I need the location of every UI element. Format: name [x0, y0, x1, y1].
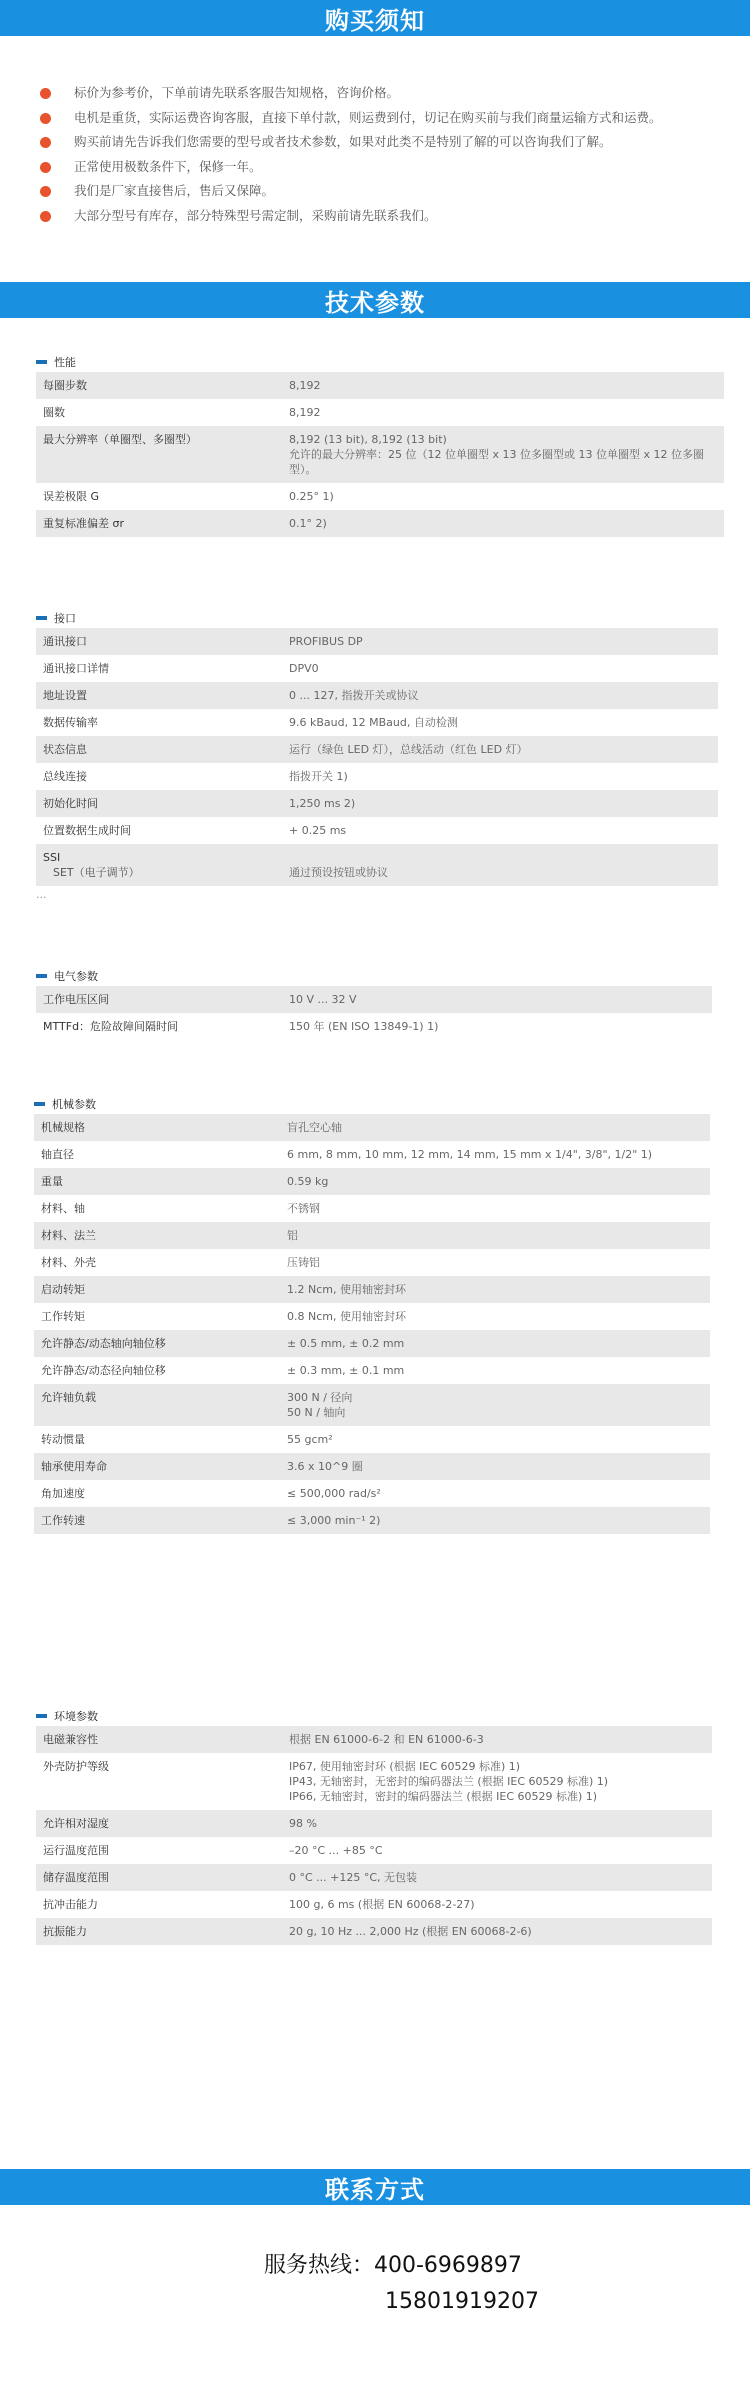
performance-section [36, 352, 724, 537]
notice-text: 大部分型号有库存，部分特殊型号需定制，采购前请先联系我们。 [74, 207, 437, 223]
param-label: 允许静态/动态径向轴位移 [41, 1364, 166, 1377]
param-label: 允许相对湿度 [43, 1817, 109, 1830]
param-name [36, 682, 282, 709]
param-name [36, 1013, 282, 1040]
table-row [36, 986, 712, 1013]
section-marker-icon [36, 616, 47, 620]
param-name [36, 1810, 282, 1837]
mobile-number: 15801919207 [385, 2289, 539, 2314]
param-label: 圈数 [43, 406, 65, 419]
table-row [36, 1864, 712, 1891]
param-value: 10 V ... 32 V [282, 986, 712, 1013]
param-name [36, 1753, 282, 1810]
param-value: 压铸铝 [280, 1249, 710, 1276]
section-title: 接口 [54, 612, 76, 625]
param-label: 轴直径 [41, 1148, 74, 1161]
param-label: 初始化时间 [43, 797, 98, 810]
param-value: 55 gcm² [280, 1426, 710, 1453]
param-value: + 0.25 ms [282, 817, 718, 844]
table-row [34, 1426, 710, 1453]
table-row [36, 763, 718, 790]
table-row [34, 1384, 710, 1426]
electrical-table [36, 986, 712, 1040]
bullet-dot-icon [40, 211, 51, 222]
param-label: 允许静态/动态轴向轴位移 [41, 1337, 166, 1350]
param-value: 0 ... 127, 指拨开关或协议 [282, 682, 718, 709]
param-value: 9.6 kBaud, 12 MBaud, 自动检测 [282, 709, 718, 736]
electrical-section [36, 966, 712, 1040]
param-value: 0.25° 1) [282, 483, 724, 510]
param-value: –20 °C ... +85 °C [282, 1837, 712, 1864]
param-label: 最大分辨率（单圈型、多圈型） [43, 433, 197, 446]
table-row [36, 1837, 712, 1864]
table-row [36, 372, 724, 399]
param-value: 3.6 x 10^9 圈 [280, 1453, 710, 1480]
param-name [34, 1303, 280, 1330]
param-value: 0.8 Ncm, 使用轴密封环 [280, 1303, 710, 1330]
bullet-dot-icon [40, 88, 51, 99]
param-label: 工作转速 [41, 1514, 85, 1527]
bullet-dot-icon [40, 162, 51, 173]
table-row [36, 399, 724, 426]
param-value: ≤ 3,000 min⁻¹ 2) [280, 1507, 710, 1534]
param-value: PROFIBUS DP [282, 628, 718, 655]
param-name [34, 1168, 280, 1195]
interface-ellipsis: ... [36, 888, 47, 901]
param-value: ± 0.5 mm, ± 0.2 mm [280, 1330, 710, 1357]
param-label: 通讯接口 [43, 635, 87, 648]
section-title: 电气参数 [54, 970, 98, 983]
param-label: MTTFd：危险故障间隔时间 [43, 1020, 179, 1033]
section-marker-icon [34, 1102, 45, 1106]
table-row [36, 1891, 712, 1918]
param-value: DPV0 [282, 655, 718, 682]
param-value: 盲孔空心轴 [280, 1114, 710, 1141]
param-label: 角加速度 [41, 1487, 85, 1500]
notice-item [36, 156, 736, 181]
param-name [36, 1864, 282, 1891]
param-name [34, 1357, 280, 1384]
notice-list [36, 82, 736, 229]
param-name [36, 844, 282, 886]
param-value: 20 g, 10 Hz ... 2,000 Hz (根据 EN 60068-2-6) [282, 1918, 712, 1945]
param-name [36, 655, 282, 682]
param-name [34, 1114, 280, 1141]
section-header [36, 1706, 712, 1726]
param-label: 地址设置 [43, 689, 87, 702]
table-row [34, 1249, 710, 1276]
param-name [34, 1453, 280, 1480]
param-label: 材料、法兰 [41, 1229, 96, 1242]
section-header [36, 352, 724, 372]
param-label: 工作电压区间 [43, 993, 109, 1006]
param-value: 100 g, 6 ms (根据 EN 60068-2-27) [282, 1891, 712, 1918]
param-name [36, 628, 282, 655]
section-header [34, 1094, 710, 1114]
param-name [34, 1195, 280, 1222]
param-value: 指拨开关 1) [282, 763, 718, 790]
section-title: 环境参数 [54, 1710, 98, 1723]
param-name [36, 1726, 282, 1753]
param-value: ≤ 500,000 rad/s² [280, 1480, 710, 1507]
notice-item [36, 82, 736, 107]
mechanical-section [34, 1094, 710, 1534]
param-label: 机械规格 [41, 1121, 85, 1134]
param-name [36, 817, 282, 844]
param-label: 允许轴负载 [41, 1391, 96, 1404]
param-name [36, 399, 282, 426]
mechanical-table [34, 1114, 710, 1534]
table-row [36, 736, 718, 763]
param-value: IP67, 使用轴密封环 (根据 IEC 60529 标准) 1) IP43, 无轴密封，无密封的编码器法兰 (根据 IEC 60529 标准) 1) IP66, 无轴密封，密封的编码器法兰 (根据 IEC 60529 标准) 1) [282, 1753, 712, 1810]
interface-table [36, 628, 718, 886]
param-label: 材料、轴 [41, 1202, 85, 1215]
param-value: 通过预设按钮或协议 [282, 844, 718, 886]
param-name [34, 1507, 280, 1534]
bullet-dot-icon [40, 186, 51, 197]
section-title: 机械参数 [52, 1098, 96, 1111]
table-row [36, 510, 724, 537]
table-row [34, 1357, 710, 1384]
notice-text: 购买前请先告诉我们您需要的型号或者技术参数，如果对此类不是特别了解的可以咨询我们了解。 [74, 134, 612, 149]
param-name [36, 986, 282, 1013]
table-row [34, 1480, 710, 1507]
param-value: 1,250 ms 2) [282, 790, 718, 817]
param-value: 98 % [282, 1810, 712, 1837]
param-label: 抗冲击能力 [43, 1898, 98, 1911]
param-label: 状态信息 [43, 743, 87, 756]
section-marker-icon [36, 974, 47, 978]
param-value: 不锈钢 [280, 1195, 710, 1222]
table-row [34, 1276, 710, 1303]
interface-section [36, 608, 718, 901]
param-label: SSI [43, 851, 61, 864]
table-row [36, 483, 724, 510]
param-name [36, 510, 282, 537]
param-name [36, 709, 282, 736]
purchase-notice-banner: 购买须知 [0, 0, 750, 36]
param-label: 抗振能力 [43, 1925, 87, 1938]
table-row [34, 1453, 710, 1480]
table-row [36, 655, 718, 682]
param-name [36, 372, 282, 399]
table-row [34, 1141, 710, 1168]
service-hotline: 服务热线：400-6969897 [264, 2253, 522, 2278]
param-label: 外壳防护等级 [43, 1760, 109, 1773]
param-value: 8,192 [282, 399, 724, 426]
section-title: 性能 [54, 356, 76, 369]
param-label: 总线连接 [43, 770, 87, 783]
param-label: 材料、外壳 [41, 1256, 96, 1269]
param-name [36, 483, 282, 510]
param-value: 1.2 Ncm, 使用轴密封环 [280, 1276, 710, 1303]
param-label: 重量 [41, 1175, 63, 1188]
param-value: 8,192 (13 bit), 8,192 (13 bit) 允许的最大分辨率：25 位（12 位单圈型 x 13 位多圈型或 13 位单圈型 x 12 位多圈型）。 [282, 426, 724, 483]
table-row [36, 1810, 712, 1837]
performance-table [36, 372, 724, 537]
param-label: 轴承使用寿命 [41, 1460, 107, 1473]
param-name [36, 790, 282, 817]
notice-item [36, 131, 736, 156]
param-name [34, 1384, 280, 1426]
param-name [36, 1837, 282, 1864]
tech-params-banner: 技术参数 [0, 282, 750, 318]
param-label: 储存温度范围 [43, 1871, 109, 1884]
section-header [36, 608, 718, 628]
param-name [34, 1330, 280, 1357]
notice-text: 标价为参考价，下单前请先联系客服告知规格，咨询价格。 [74, 85, 400, 100]
contact-info [0, 2248, 750, 2320]
param-label: 重复标准偏差 σr [43, 517, 124, 530]
param-name [36, 1918, 282, 1945]
param-value: ± 0.3 mm, ± 0.1 mm [280, 1357, 710, 1384]
table-row [34, 1195, 710, 1222]
param-label: 电磁兼容性 [43, 1733, 98, 1746]
bullet-dot-icon [40, 137, 51, 148]
param-label: 位置数据生成时间 [43, 824, 131, 837]
param-value: 运行（绿色 LED 灯），总线活动（红色 LED 灯） [282, 736, 718, 763]
param-value: 150 年 (EN ISO 13849-1) 1) [282, 1013, 712, 1040]
table-row [36, 628, 718, 655]
table-row [34, 1114, 710, 1141]
table-row [36, 1753, 712, 1810]
notice-text: 正常使用极数条件下，保修一年。 [74, 158, 262, 174]
section-marker-icon [36, 360, 47, 364]
param-name [34, 1222, 280, 1249]
table-row [36, 817, 718, 844]
param-name [36, 763, 282, 790]
notice-text: 电机是重货，实际运费咨询客服，直接下单付款，则运费到付，切记在购买前与我们商量运输方式和运费。 [74, 109, 662, 125]
param-value: 6 mm, 8 mm, 10 mm, 12 mm, 14 mm, 15 mm x 1/4", 3/8", 1/2" 1) [280, 1141, 710, 1168]
table-row [36, 682, 718, 709]
param-name [36, 1891, 282, 1918]
param-name [34, 1141, 280, 1168]
param-value: 铝 [280, 1222, 710, 1249]
table-row [36, 790, 718, 817]
notice-item [36, 180, 736, 205]
section-marker-icon [36, 1714, 47, 1718]
table-row [34, 1303, 710, 1330]
bullet-dot-icon [40, 113, 51, 124]
param-sublabel: SET（电子调节） [53, 866, 140, 879]
param-label: 启动转矩 [41, 1283, 85, 1296]
table-row [36, 1013, 712, 1040]
param-label: 工作转矩 [41, 1310, 85, 1323]
param-label: 转动惯量 [41, 1433, 85, 1446]
param-label: 误差极限 G [43, 490, 100, 503]
notice-text: 我们是厂家直接售后，售后又保障。 [74, 183, 275, 198]
param-name [34, 1276, 280, 1303]
table-row [34, 1168, 710, 1195]
table-row [36, 709, 718, 736]
param-name [36, 426, 282, 483]
contact-banner: 联系方式 [0, 2169, 750, 2205]
param-name [34, 1249, 280, 1276]
param-name [36, 736, 282, 763]
param-name [34, 1426, 280, 1453]
environment-section [36, 1706, 712, 1945]
notice-item [36, 205, 736, 230]
param-value: 0.59 kg [280, 1168, 710, 1195]
param-value: 300 N / 径向 50 N / 轴向 [280, 1384, 710, 1426]
table-row [36, 1918, 712, 1945]
param-value: 0 °C ... +125 °C, 无包装 [282, 1864, 712, 1891]
param-label: 每圈步数 [43, 379, 87, 392]
notice-item [36, 107, 736, 132]
table-row [36, 844, 718, 886]
param-label: 运行温度范围 [43, 1844, 109, 1857]
table-row [34, 1330, 710, 1357]
table-row [34, 1222, 710, 1249]
param-value: 8,192 [282, 372, 724, 399]
param-value: 0.1° 2) [282, 510, 724, 537]
param-value: 根据 EN 61000-6-2 和 EN 61000-6-3 [282, 1726, 712, 1753]
table-row [36, 426, 724, 483]
table-row [36, 1726, 712, 1753]
section-header [36, 966, 712, 986]
table-row [34, 1507, 710, 1534]
param-name [34, 1480, 280, 1507]
param-label: 通讯接口详情 [43, 662, 109, 675]
environment-table [36, 1726, 712, 1945]
param-label: 数据传输率 [43, 716, 98, 729]
